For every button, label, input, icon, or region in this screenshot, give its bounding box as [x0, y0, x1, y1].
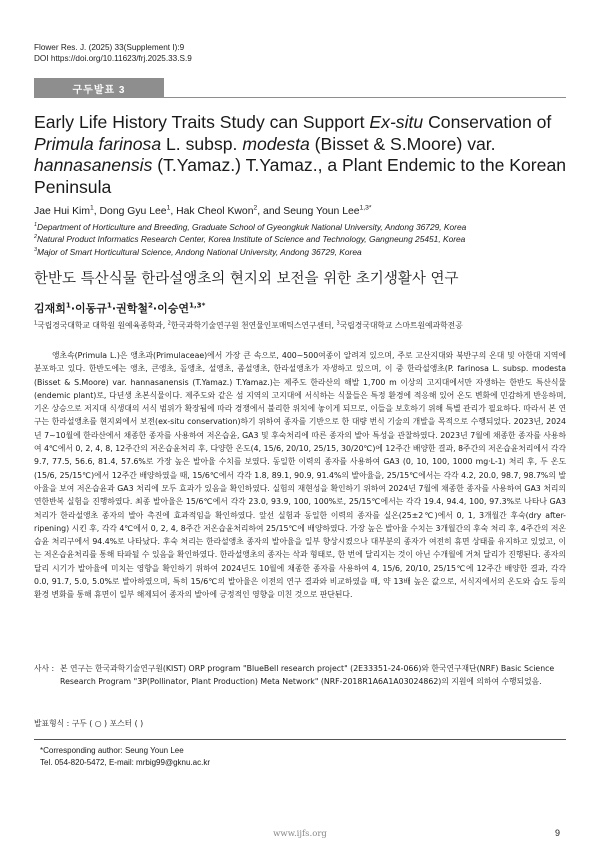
corresponding-contact: Tel. 054-820-5472, E-mail: mrbig99@gknu.ac.kr: [40, 758, 210, 767]
corresponding-name: *Corresponding author: Seung Youn Lee: [40, 746, 184, 755]
title-part: Early Life History Traits Study can Support: [34, 112, 370, 132]
author-name: Jae Hui Kim: [34, 206, 91, 217]
journal-citation: Flower Res. J. (2025) 33(Supplement I):9: [34, 43, 185, 52]
title-part: Conservation of: [423, 112, 552, 132]
korean-author-list: 김재희$^1$·이동규$^1$·권학철$^2$·이승연$^{1,3*}$: [34, 300, 206, 315]
title-part: (Bisset & S.Moore) var.: [309, 133, 496, 154]
affiliation-list: [34, 221, 579, 258]
title-italic: hannasanensis: [34, 155, 153, 175]
author-list: [34, 205, 372, 218]
paper-title: [34, 112, 574, 198]
abstract-body: [34, 349, 566, 602]
acknowledgement: [34, 662, 566, 689]
korean-affiliations: $^1$국립경국대학교 대학원 원예육종학과, $^2$한국과학기술연구원 천연물인포매틱스연구센터, $^3$국립경국대학교 스마트원예과학전공: [34, 320, 463, 330]
title-italic: Primula farinosa: [34, 133, 162, 154]
session-banner: 구두발표 3: [34, 78, 164, 98]
ack-label: 사사 :: [34, 664, 55, 673]
author-sup: 1: [90, 204, 94, 212]
corresponding-author: [40, 745, 210, 769]
journal-doi: DOI https://doi.org/10.11623/frj.2025.33.S.9: [34, 54, 192, 63]
author-sup: 1,3*: [359, 204, 372, 212]
author-name: , and Seung Youn Lee: [257, 206, 360, 217]
author-sup: 1: [166, 204, 171, 212]
banner-divider: [164, 97, 566, 98]
title-italic: modesta: [242, 133, 310, 154]
abstract-paragraph: 앵초속(Primula L.)은 앵초과(Primulaceae)에서 가장 큰 속으로, 400~500여종이 알려져 있으며, 주로 고산지대와 북반구의 온대 및 아한대 지역에 분포하고 있다. 한반도에는 앵초, 큰앵초, 돌앵초, 설앵초, 좀설앵초, 한라설앵초가 자생하고 있으며, 이 중 한라설앵초(P. farinosa L. subsp. modesta (Bisset & S.Moore) var. hannasanensis (T.Yamaz.) T.Yamaz.)는 제주도 한라산의 해발 1,700 m 이상의 고지대에서만 자생하는 한반도 특산식물(endemic plant)로, 다년생 초본식물이다. 제주도와 같은 섬 지역의 고지대에 서식하는 식물들은 특정 환경에 적응해 있어 온도 변화에 민감하게 반응하며, 기온 상승으로 저지대 식생대의 서식 범위가 확장됨에 따라 경쟁에서 불리한 위치에 놓이게 되므로, 이들을 보호하기 위해 특별 관리가 필요하다. 따라서 본 연구는 한라설앵초를 현지외에서 보전(ex-situ conservation)하기 위하여 종자를 기반으로 한 대량 번식 기술의 개발을 목적으로 수행되었다. 2023년, 2024년 7~10월에 한라산에서 채종한 종자를 사용하여 저온습윤, GA3 및 후숙처리에 따른 종자의 발아 특성을 관찰하였다. 2023년 7월에 채종한 종자를 사용하여 4℃에서 0, 2, 4, 8, 12주간의 저온습윤처리 후, 다양한 온도(4, 15/6, 20/10, 25/15, 30/20℃)에 12주간 배양한 결과, 8주간의 저온습윤처리에서 각각 9.7, 77.5, 56.6, 81.4, 57.6%로 가장 높은 발아율 수치를 보였다. 동일한 이력의 종자를 사용하여 GA3 (0, 10, 100, 1000 mg·L-1) 처리 후, 두 온도(15/6, 25/15℃)에서 12주간 배양하였을 때, 15/6℃에서 각각 1.8, 89.1, 90.9, 91.4%의 발아율을, 25/15℃에서는 각각 4.2, 20.0, 98.7, 98.7%의 발아율을 보여 저온습윤과 GA3 처리에 모두 효과가 있음을 확인하였다. 실험의 재현성을 확인하기 위하여 2024년 7월에 채종한 종자를 사용하여 GA3 처리의 연한반복 실험을 진행하였다. 최종 발아율은 15/6℃에서 각각 23.0, 93.9, 100, 100%로, 25/15℃에서는 각각 19.4, 94.4, 100, 97.3%로 나타나 GA3 처리가 한라설앵초 종자의 발아 촉진에 효과적임을 확인하였다. 앞선 실험과 동일한 이력의 종자를 실온(25±2℃)에서 0, 1, 3개월간 후숙(dry after-ripening) 시킨 후, 각각 4℃에서 0, 2, 4, 8주간 저온습윤처리하여 25/15℃에 배양하였다. 가장 높은 발아율 수치는 3개월간의 후숙 처리 후, 4주간의 저온습윤 처리구에서 94.4%로 나타났다. 후숙 처리는 한라설앵초 종자의 발아율을 일부 향상시켰으나 대부분의 종자가 여전히 휴면 상태를 유지하고 있었고, 이는 저온습윤처리를 통해 타파될 수 있음을 확인하였다. 한라설앵초의 종자는 삭과 형태로, 한 번에 달리지는 것이 아닌 수개월에 거쳐 달리가 진행된다. 종자의 달리 시기가 발아율에 미치는 영향을 확인하기 위하여 2024년도 10월에 채종한 종자를 사용하여 4, 15/6, 20/10, 25/15℃에 12주간 배양한 결과, 각각 0.0, 91.7, 5.0, 5.0%로 발아하였으며, 특히 15/6℃의 발아율은 이전의 연구 결과와 비교하였을 때, 약 13배 높은 값으로, 서식지에서의 온도와 습도 등의 환경 변화를 통해 휴면이 일부 해제되어 종자의 발아에 긍정적인 영향을 미친 것으로 판단된다.: [34, 351, 566, 600]
title-part: (T.Yamaz.) T.Yamaz., a Plant Endemic to the Korean Peninsula: [34, 155, 567, 197]
affiliation-2: $^2$Natural Product Informatics Research Center, Korea Institute of Science and Technology, Gangneung 25451, Korea: [34, 234, 466, 245]
presentation-format: 발표형식 : 구두 ( ○ ) 포스터 ( ): [34, 719, 144, 728]
journal-header: [34, 42, 192, 64]
affiliation-3: $^3$Major of Smart Horticultural Science, Andong National University, Andong 36729, Korea: [34, 246, 362, 257]
author-name: , Hak Cheol Kwon: [170, 206, 254, 217]
page-number: 9: [554, 828, 560, 838]
author-sup: 2: [253, 204, 258, 212]
footer-url: www.ijfs.org: [273, 829, 327, 839]
title-part: L. subsp.: [161, 133, 243, 154]
footnote-divider: [34, 739, 566, 740]
ack-text: 본 연구는 한국과학기술연구원(KIST) ORP program "BlueBell research project" (2E33351-24-066)와 한국연구재단(NRF) Basic Science Research Program "3P(Pollinator, Plant Production) Meta Network" (NRF-2018R1A6A1A03024862)의 지원에 의하여 수행되었음.: [60, 664, 555, 687]
korean-title: 한반도 특산식물 한라설앵초의 현지외 보전을 위한 초기생활사 연구: [34, 271, 459, 287]
title-italic: Ex-situ: [369, 112, 424, 132]
affiliation-1: $^1$Department of Horticulture and Breeding, Graduate School of Gyeongkuk National University, Andong 36729, Korea: [34, 222, 467, 232]
author-name: , Dong Gyu Lee: [93, 206, 167, 217]
